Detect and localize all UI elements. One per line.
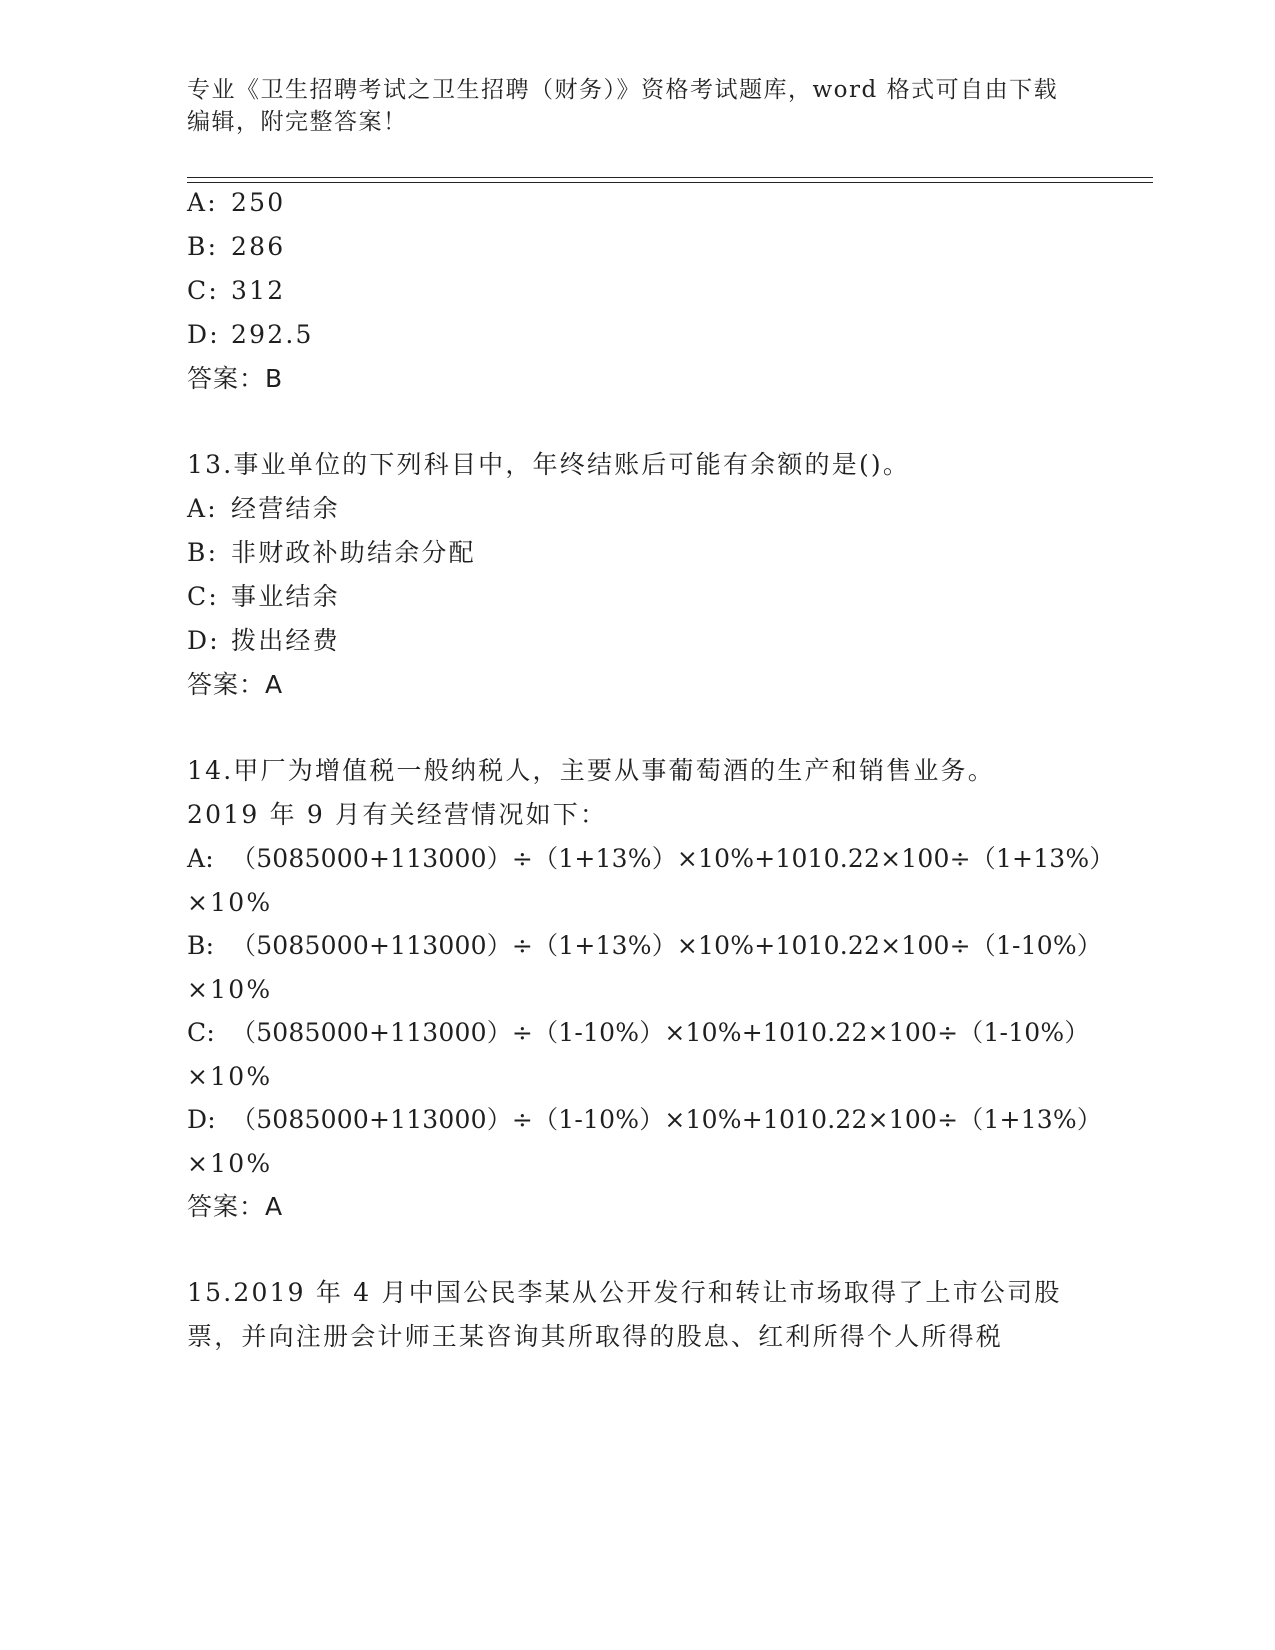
q13-option-d	[187, 625, 340, 657]
option-label: D:	[187, 320, 220, 349]
option-text: 250	[231, 188, 286, 217]
document-header	[187, 74, 1087, 138]
q13-option-b	[187, 537, 476, 569]
option-label: B:	[187, 232, 219, 261]
q14-option-b	[187, 930, 1102, 962]
q14-option-d-cont: ×10%	[187, 1149, 273, 1178]
option-text: （5085000+113000）÷（1+13%）×10%+1010.22×100÷（1+13%）	[231, 844, 1115, 873]
header-line-2: 编辑，附完整答案！	[187, 109, 408, 135]
option-label: D:	[187, 1105, 216, 1134]
header-divider-double	[187, 182, 1153, 183]
option-label: A:	[187, 188, 218, 217]
option-label: A:	[187, 494, 218, 523]
q14-stem-line-1: 14.甲厂为增值税一般纳税人，主要从事葡萄酒的生产和销售业务。	[187, 756, 995, 785]
q15-stem-line-1: 15.2019 年 4 月中国公民李某从公开发行和转让市场取得了上市公司股	[187, 1278, 1062, 1307]
q14-option-b-cont: ×10%	[187, 975, 273, 1004]
q14-option-a	[187, 843, 1115, 875]
option-label: A:	[187, 844, 214, 873]
q13-answer: 答案：A	[187, 670, 284, 699]
option-text: 经营结余	[231, 494, 340, 523]
q14-option-a-cont: ×10%	[187, 888, 273, 917]
option-text: 286	[231, 232, 286, 261]
q13-option-c	[187, 581, 340, 613]
option-label: B:	[187, 538, 219, 567]
option-label: B:	[187, 931, 215, 960]
q14-option-c	[187, 1017, 1090, 1049]
option-text: （5085000+113000）÷（1+13%）×10%+1010.22×100÷（1-10%）	[231, 931, 1103, 960]
option-text: 非财政补助结余分配	[231, 538, 476, 567]
q14-stem-line-2: 2019 年 9 月有关经营情况如下：	[187, 800, 608, 829]
q12-option-a	[187, 187, 285, 219]
q12-answer: 答案：B	[187, 364, 284, 393]
q13-option-a	[187, 493, 340, 525]
option-label: C:	[187, 276, 219, 305]
q13-stem: 13.事业单位的下列科目中，年终结账后可能有余额的是()。	[187, 450, 911, 479]
q15-stem-line-2: 票，并向注册会计师王某咨询其所取得的股息、红利所得个人所得税	[187, 1322, 1004, 1351]
q12-option-d	[187, 319, 314, 351]
option-text: （5085000+113000）÷（1-10%）×10%+1010.22×100÷（1+13%）	[231, 1105, 1103, 1134]
option-text: 事业结余	[231, 582, 340, 611]
q12-option-c	[187, 275, 285, 307]
option-label: C:	[187, 582, 219, 611]
option-text: 292.5	[231, 320, 314, 349]
header-line-1: 专业《卫生招聘考试之卫生招聘（财务）》资格考试题库，word 格式可自由下载	[187, 77, 1059, 103]
option-label: D:	[187, 626, 220, 655]
option-label: C:	[187, 1018, 215, 1047]
option-text: （5085000+113000）÷（1-10%）×10%+1010.22×100÷（1-10%）	[231, 1018, 1090, 1047]
q14-answer: 答案：A	[187, 1192, 284, 1221]
option-text: 拨出经费	[231, 626, 340, 655]
q14-option-d	[187, 1104, 1102, 1136]
option-text: 312	[231, 276, 286, 305]
q12-option-b	[187, 231, 285, 263]
header-divider	[187, 177, 1153, 178]
q14-option-c-cont: ×10%	[187, 1062, 273, 1091]
